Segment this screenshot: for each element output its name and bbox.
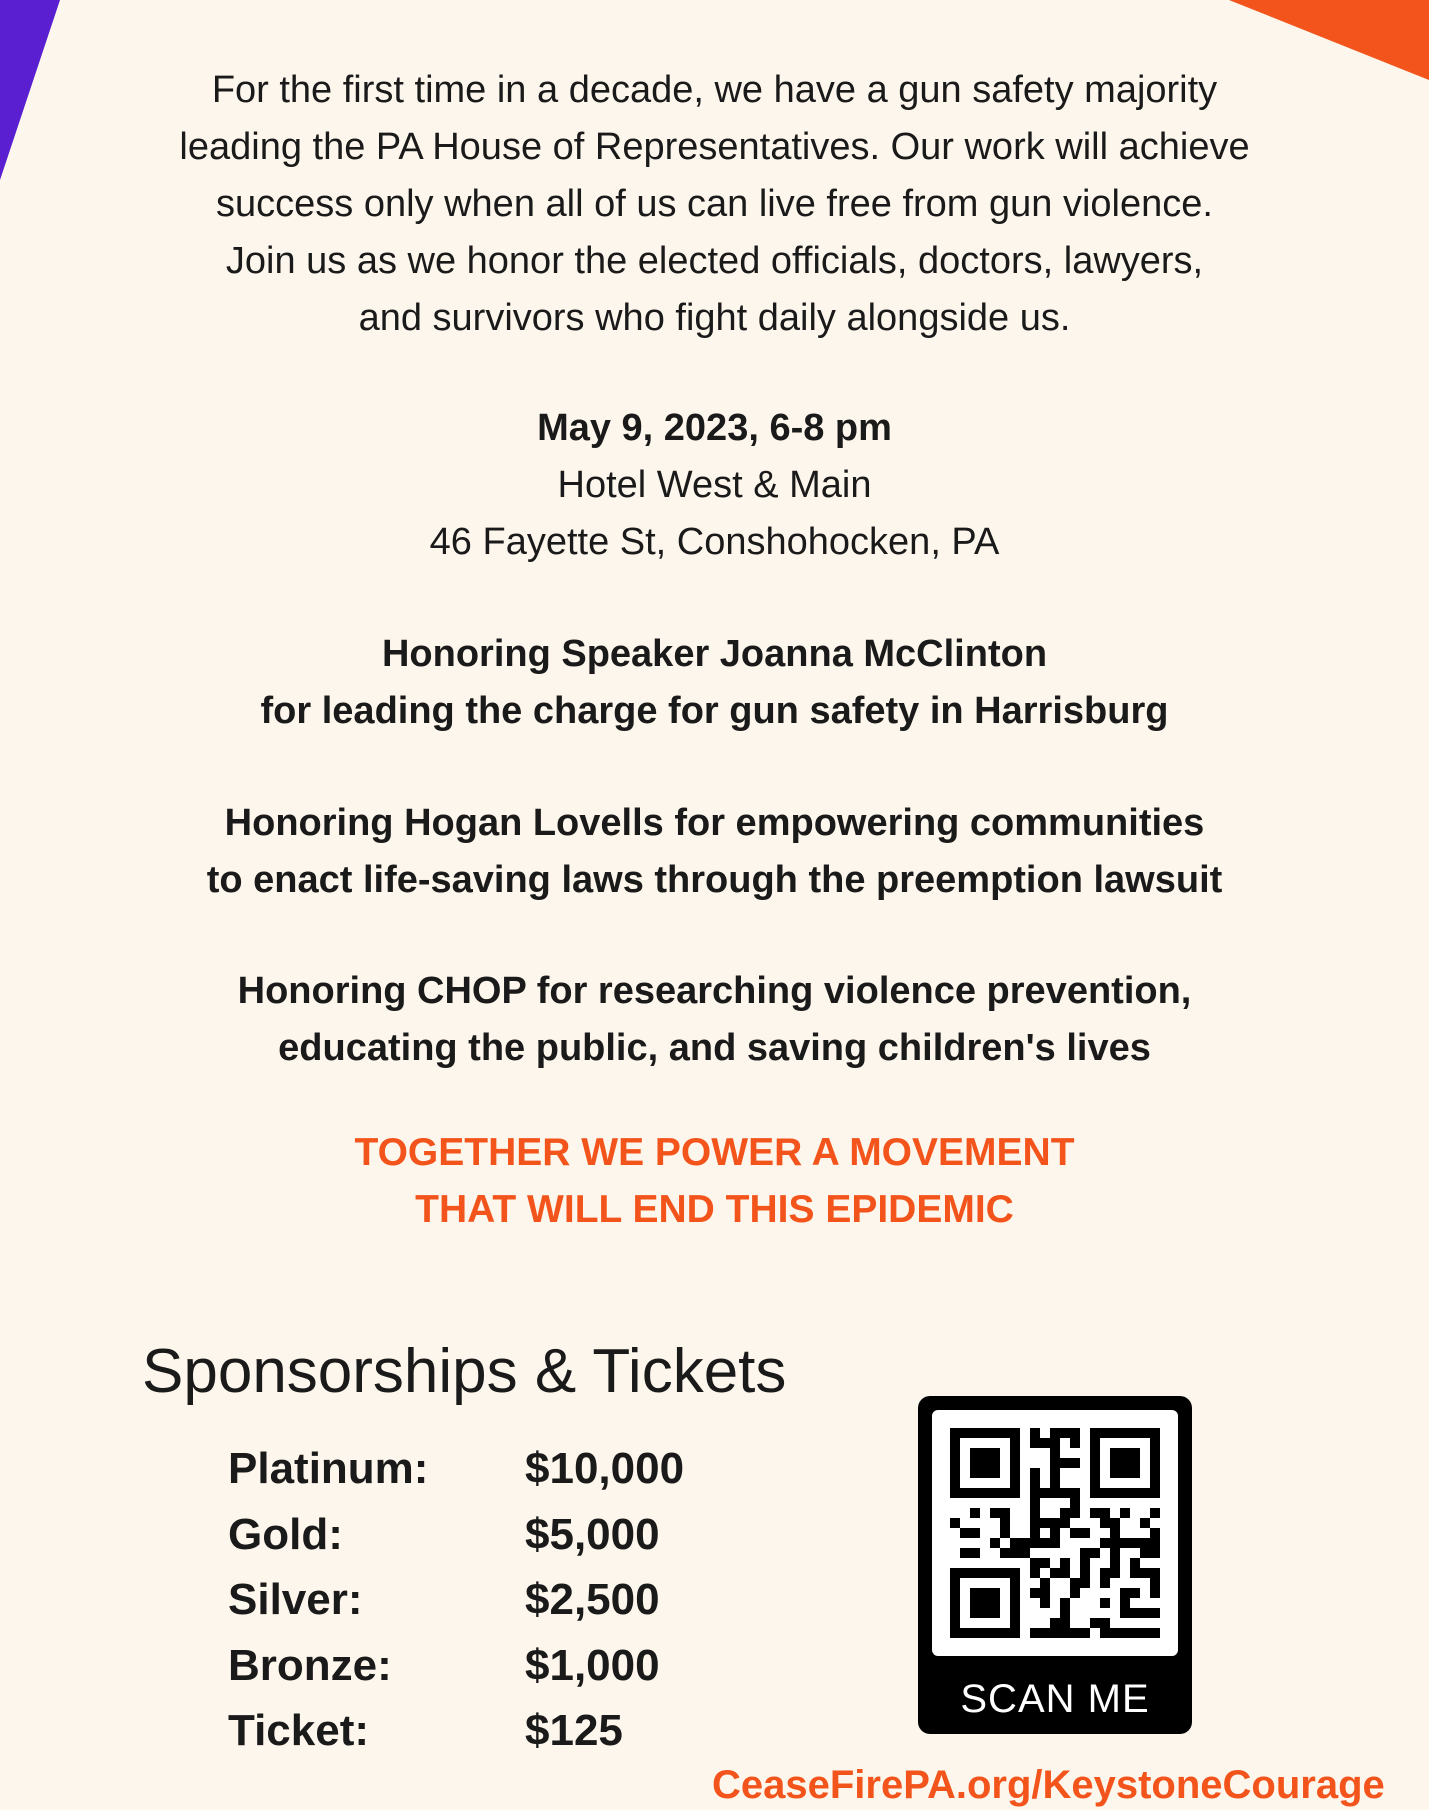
- honoree-mcclinton: [0, 626, 1429, 740]
- honoree-line: Honoring Hogan Lovells for empowering communities: [224, 802, 1205, 844]
- intro-paragraph: [60, 62, 1369, 347]
- honoree-line: for leading the charge for gun safety in Harrisburg: [260, 690, 1169, 732]
- intro-line: Join us as we honor the elected officials, doctors, lawyers,: [225, 240, 1204, 282]
- event-venue: Hotel West & Main: [557, 464, 872, 506]
- tier-name: Ticket:: [228, 1706, 370, 1755]
- qr-code-area: [932, 1410, 1178, 1656]
- tier-name: Bronze:: [228, 1640, 392, 1690]
- tier-gold: [228, 1502, 684, 1568]
- honoree-chop: [0, 963, 1429, 1077]
- tier-name: Silver:: [228, 1575, 363, 1624]
- tagline: [0, 1124, 1429, 1238]
- scan-me-label: SCAN ME: [960, 1677, 1150, 1721]
- tier-name: Gold:: [228, 1509, 343, 1559]
- honoree-line: Honoring Speaker Joanna McClinton: [381, 633, 1048, 675]
- intro-line: success only when all of us can live free from gun violence.: [216, 183, 1213, 225]
- event-address: 46 Fayette St, Conshohocken, PA: [429, 521, 1000, 563]
- tier-price: $2,500: [525, 1575, 660, 1624]
- tier-ticket: [228, 1698, 684, 1764]
- tier-platinum: [228, 1436, 684, 1502]
- tagline-line: THAT WILL END THIS EPIDEMIC: [415, 1188, 1014, 1231]
- tier-bronze: [228, 1633, 684, 1699]
- honoree-line: Honoring CHOP for researching violence prevention,: [237, 970, 1192, 1012]
- honoree-line: educating the public, and saving children's lives: [278, 1027, 1151, 1069]
- intro-line: For the first time in a decade, we have a gun safety majority: [211, 69, 1218, 111]
- tier-price: $5,000: [525, 1509, 660, 1559]
- sponsorship-tiers: [228, 1436, 684, 1764]
- website-link[interactable]: CeaseFirePA.org/KeystoneCourage: [712, 1763, 1385, 1807]
- sponsorships-title: Sponsorships & Tickets: [142, 1337, 787, 1406]
- honoree-hogan-lovells: [0, 795, 1429, 909]
- event-details: [0, 400, 1429, 571]
- event-date: May 9, 2023, 6-8 pm: [537, 407, 892, 449]
- purple-corner-shape: [0, 0, 60, 180]
- qr-code-icon: [950, 1428, 1160, 1638]
- intro-line: leading the PA House of Representatives. Our work will achieve: [179, 126, 1250, 168]
- tier-price: $10,000: [525, 1444, 685, 1493]
- intro-line: and survivors who fight daily alongside us.: [358, 297, 1071, 339]
- qr-code-card[interactable]: [918, 1396, 1192, 1734]
- tagline-line: TOGETHER WE POWER A MOVEMENT: [354, 1131, 1075, 1174]
- tier-silver: [228, 1567, 684, 1633]
- tier-price: $125: [525, 1706, 623, 1755]
- honoree-line: to enact life-saving laws through the preemption lawsuit: [206, 859, 1223, 901]
- tier-name: Platinum:: [228, 1444, 429, 1493]
- tier-price: $1,000: [525, 1640, 660, 1690]
